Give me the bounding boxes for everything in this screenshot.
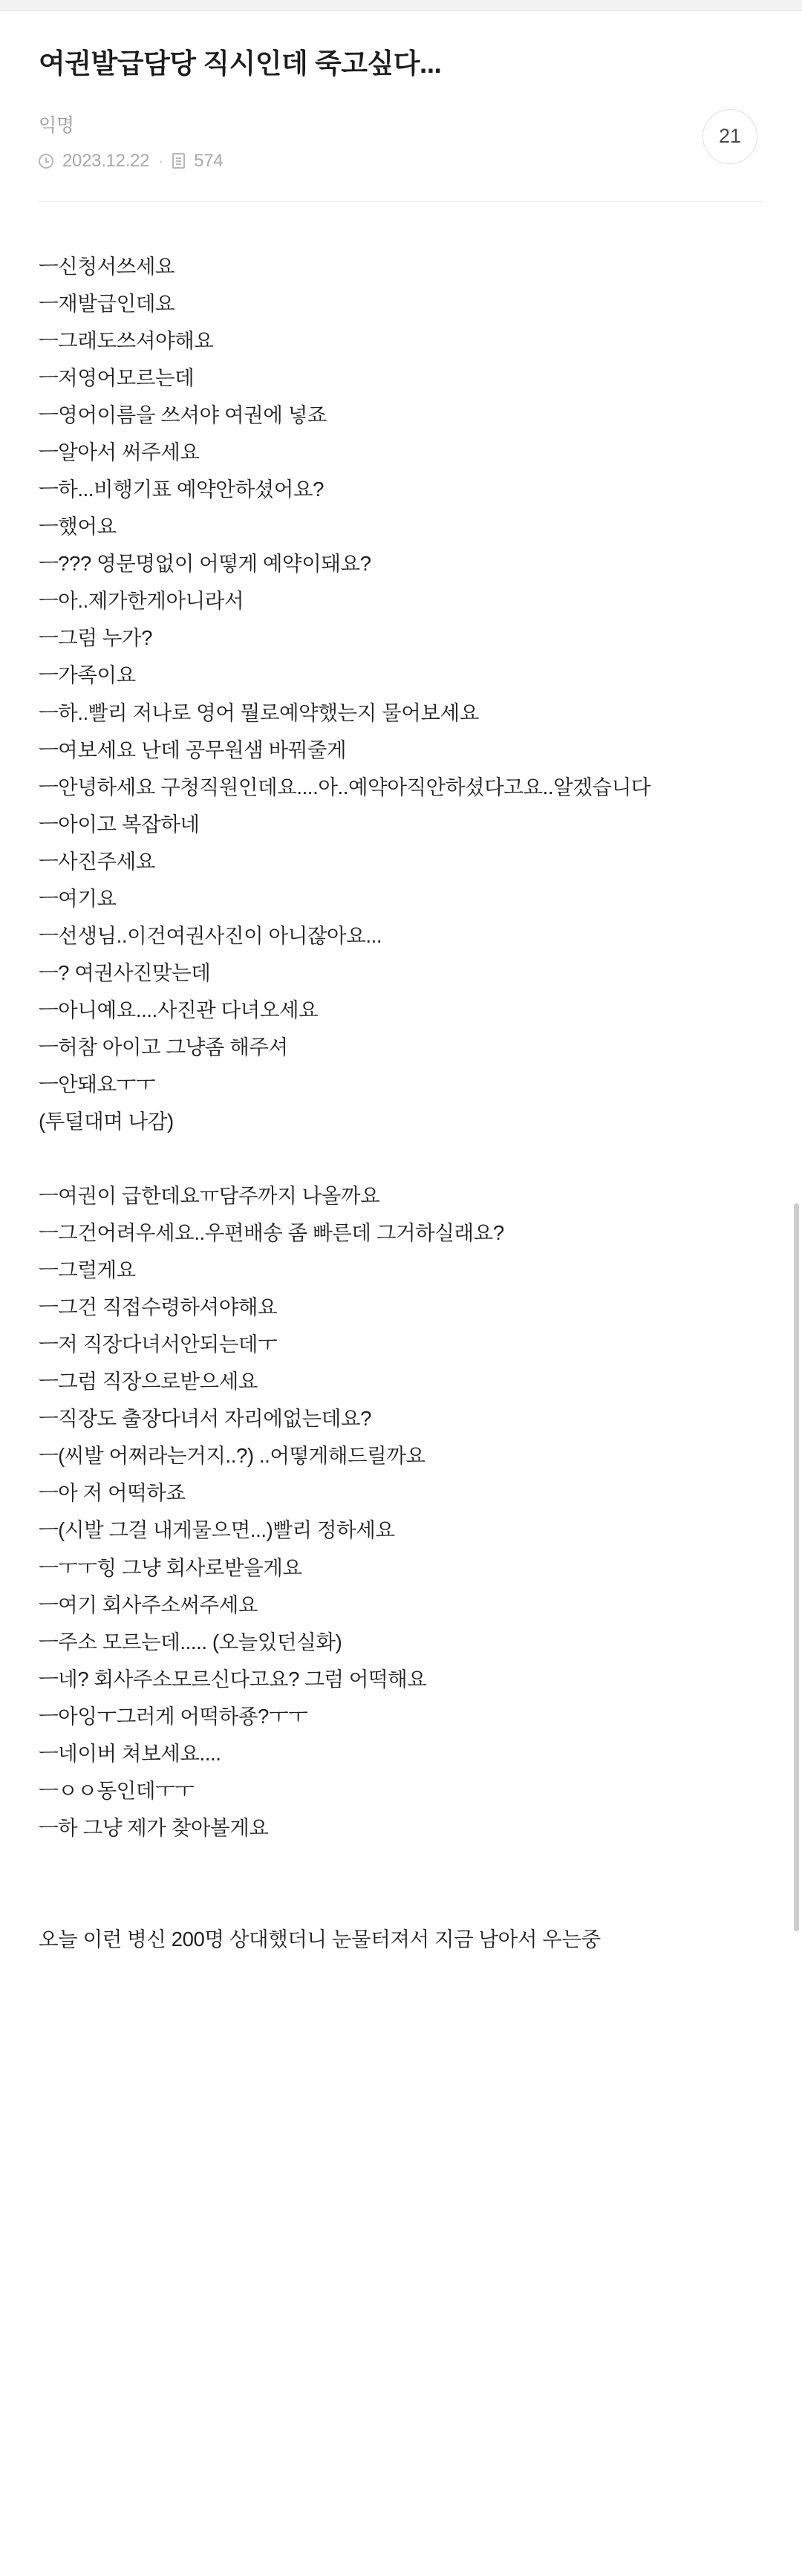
- post-meta-row: [39, 108, 763, 172]
- body-line: ㅡ했어요: [39, 515, 117, 539]
- body-line: ㅡ아 저 어떡하죠: [39, 1481, 186, 1505]
- body-line: ㅡ직장도 출장다녀서 자리에없는데요?: [39, 1407, 372, 1431]
- body-line: ㅡ가족이요: [39, 663, 136, 687]
- body-blank-line: [39, 1847, 763, 1884]
- body-line: ㅡ그럼 직장으로받으세요: [39, 1370, 258, 1393]
- document-icon: [172, 153, 185, 169]
- body-line: ㅡ여기요: [39, 886, 117, 910]
- body-line: ㅡ네? 회사주소모르신다고요? 그럼 어떡해요: [39, 1667, 427, 1691]
- author-name: 익명: [39, 114, 74, 136]
- body-line: ㅡ여기 회사주소써주세요: [39, 1593, 258, 1616]
- meta-separator: ·: [158, 151, 164, 170]
- body-line: ㅡ그럴게요: [39, 1258, 136, 1282]
- body-line: ㅡ여권이 급한데요ㅠ담주까지 나올까요: [39, 1184, 380, 1208]
- body-blank-line: [39, 1140, 763, 1177]
- body-line: ㅡ? 여권사진맞는데: [39, 960, 211, 984]
- body-line: ㅡ아니예요....사진관 다녀오세요: [39, 998, 319, 1021]
- body-line: ㅡ영어이름을 쓰셔야 여권에 넣죠: [39, 403, 327, 427]
- body-line: ㅡ저영어모르는데: [39, 366, 195, 390]
- body-line: 오늘 이런 병신 200명 상대했더니 눈물터져서 지금 남아서 우는중: [39, 1927, 601, 1951]
- body-line: ㅡ아이고 복잡하네: [39, 812, 200, 836]
- post-date: 2023.12.22: [62, 150, 150, 171]
- body-line: ㅡㅇㅇ동인데ㅜㅜ: [39, 1778, 195, 1802]
- body-line: ㅡ알아서 써주세요: [39, 440, 200, 464]
- top-bar: [0, 0, 802, 11]
- body-line: ㅡ주소 모르는데..... (오늘있던실화): [39, 1630, 342, 1653]
- body-line: ㅡ안돼요ㅜㅜ: [39, 1072, 155, 1096]
- body-line: ㅡ하...비행기표 예약안하셨어요?: [39, 478, 324, 501]
- body-line: ㅡ아..제가한게아니라서: [39, 589, 244, 613]
- view-count: 574: [194, 150, 224, 171]
- body-line: ㅡ그럼 누가?: [39, 626, 152, 650]
- body-line: ㅡ신청서쓰세요: [39, 254, 175, 278]
- body-line: ㅡ재발급인데요: [39, 291, 175, 315]
- clock-icon: [39, 154, 53, 169]
- body-line: ㅡㅜㅜ힝 그냥 회사로받을게요: [39, 1555, 302, 1579]
- body-line: ㅡ여보세요 난데 공무원샘 바꿔줄게: [39, 738, 347, 761]
- body-line: ㅡ저 직장다녀서안되는데ㅜ: [39, 1333, 278, 1356]
- scrollbar-thumb[interactable]: [794, 1203, 799, 1931]
- post-body: [0, 202, 802, 2003]
- body-line: ㅡ그래도쓰셔야해요: [39, 329, 214, 353]
- body-line: ㅡ하 그냥 제가 찾아볼게요: [39, 1815, 269, 1839]
- comment-count-badge[interactable]: 21: [702, 109, 757, 164]
- body-line: ㅡ(시발 그걸 내게물으면...)빨리 정하세요: [39, 1518, 395, 1542]
- post-meta-sub: [39, 151, 223, 172]
- body-line: ㅡ네이버 쳐보세요....: [39, 1741, 221, 1765]
- body-blank-line: [39, 1884, 763, 1921]
- body-line: ㅡ안녕하세요 구청직원인데요....아..예약아직안하셨다고요..알겠습니다: [39, 775, 651, 799]
- body-line: ㅡ(씨발 어쩌라는거지..?) ..어떻게해드릴까요: [39, 1444, 426, 1468]
- body-line: (투덜대며 나감): [39, 1110, 174, 1133]
- footer-spacer: [0, 2003, 802, 2032]
- body-line: ㅡ??? 영문명없이 어떻게 예약이돼요?: [39, 552, 371, 576]
- post-meta-left: [39, 108, 223, 172]
- body-line: ㅡ그건 직접수령하셔야해요: [39, 1295, 278, 1319]
- page-title: 여권발급담당 직시인데 죽고싶다...: [39, 48, 442, 79]
- body-line: ㅡ허참 아이고 그냥좀 해주셔: [39, 1035, 288, 1058]
- body-line: ㅡ아잉ㅜ그러게 어떡하죵?ㅜㅜ: [39, 1704, 308, 1728]
- body-line: ㅡ하..빨리 저나로 영어 뭘로예약했는지 물어보세요: [39, 700, 479, 724]
- body-line: ㅡ선생님..이건여권사진이 아니잖아요...: [39, 923, 382, 947]
- body-line: ㅡ그건어려우세요..우편배송 좀 빠른데 그거하실래요?: [39, 1221, 504, 1245]
- post-header: [0, 11, 802, 202]
- body-line: ㅡ사진주세요: [39, 849, 155, 873]
